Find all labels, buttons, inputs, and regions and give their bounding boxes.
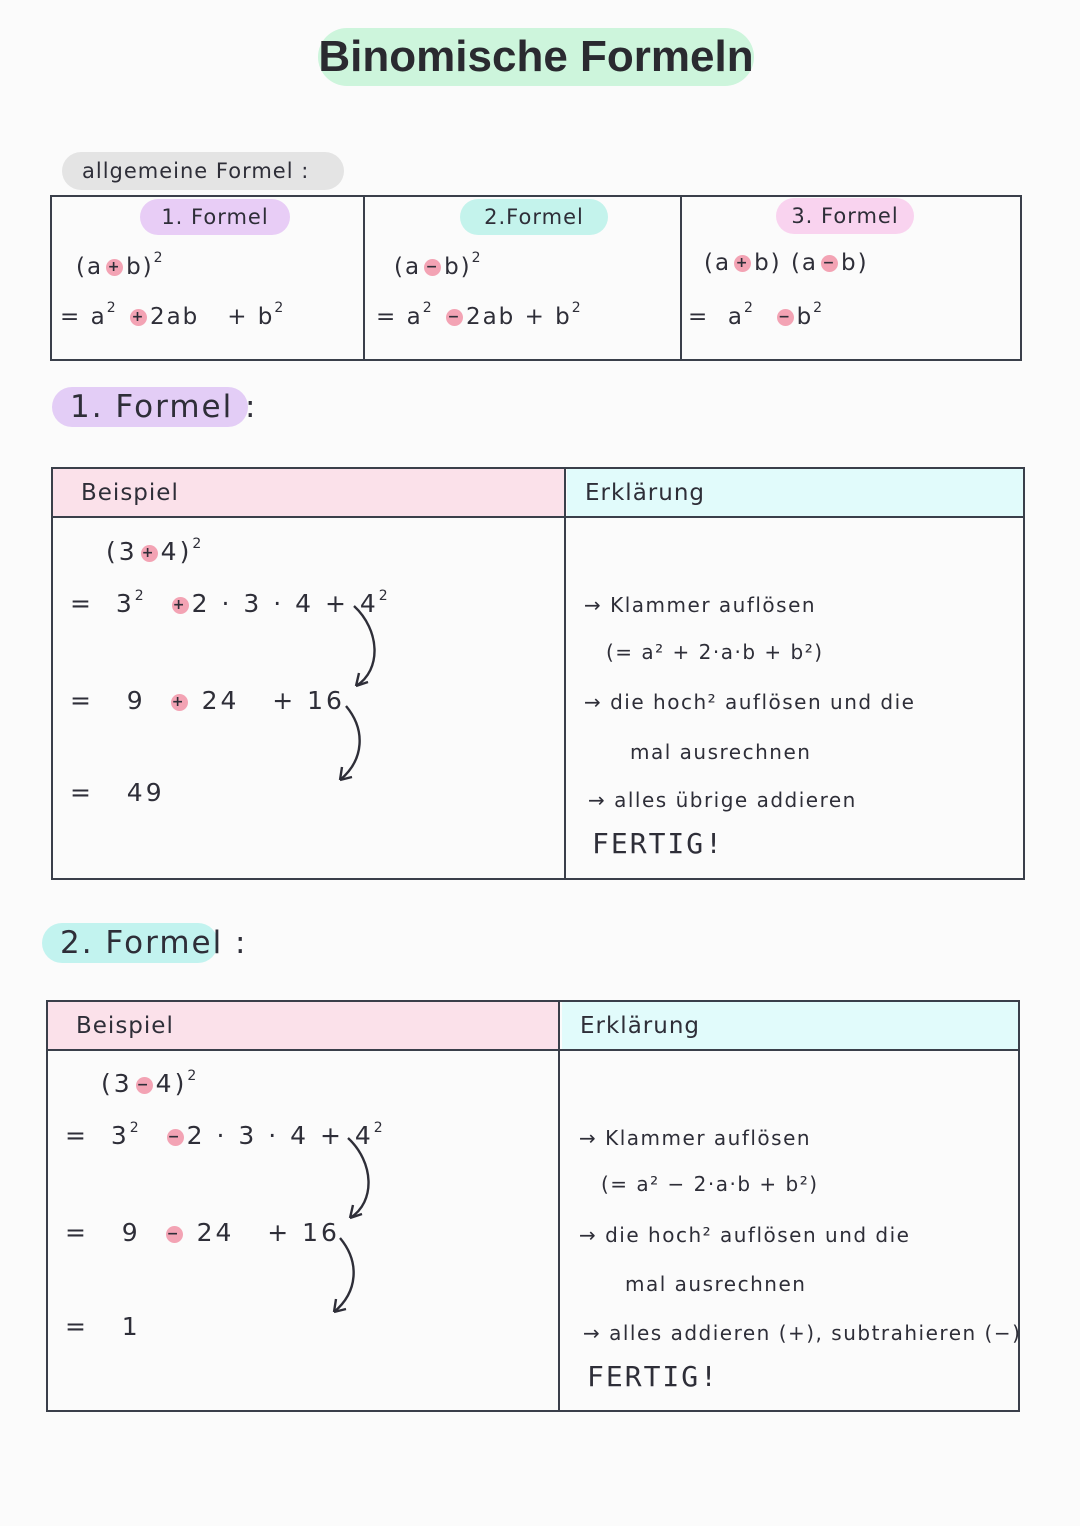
plus-operator: + — [171, 693, 187, 710]
formula-3-expansion: = $a^2 - b^2$ — [688, 300, 825, 330]
formula-1-tag: 1. Formel — [140, 199, 290, 235]
general-table-divider-2 — [680, 195, 682, 361]
section-2-column-divider — [558, 1000, 560, 1412]
section-2-explain-3: → die hoch² auflösen und die — [579, 1223, 911, 1247]
formula-3-tag: 3. Formel — [776, 198, 914, 234]
section-1-explain-3: → die hoch² auflösen und die — [584, 690, 916, 714]
minus-operator: − — [167, 1128, 183, 1145]
page-title: Binomische Formeln — [318, 28, 754, 86]
section-1-explain-2: (= a² + 2·a·b + b²) — [606, 640, 824, 664]
section-1-example-line-2: = $3^2 + 2 \cdot 3 \cdot 4 + 4^2$ — [70, 588, 391, 618]
section-1-explain-header: Erklärung — [567, 469, 1023, 516]
section-2-example-header: Beispiel — [48, 1002, 560, 1049]
section-1-column-divider — [564, 467, 566, 880]
minus-operator: − — [136, 1076, 152, 1093]
formula-2-expansion: = $a^2 - 2ab + b^2$ — [376, 300, 583, 330]
section-2-explain-1: → Klammer auflösen — [579, 1126, 812, 1150]
general-table-divider-1 — [363, 195, 365, 361]
plus-operator: + — [141, 544, 157, 561]
section-1-explain-1: → Klammer auflösen — [584, 593, 817, 617]
section-1-example-line-3: = 9 + 24 + 16 — [70, 686, 345, 715]
section-2-example-line-1: $(3 - 4)^2$ — [101, 1068, 200, 1098]
section-2-explain-header: Erklärung — [562, 1002, 1018, 1049]
minus-operator: − — [778, 309, 792, 325]
section-1-header-line — [51, 516, 1025, 518]
minus-operator: − — [166, 1225, 182, 1242]
section-1-done-label: FERTIG! — [592, 827, 725, 860]
plus-operator: + — [735, 255, 750, 271]
plus-operator: + — [107, 259, 122, 275]
general-formula-label: allgemeine Formel : — [62, 152, 344, 190]
section-2-done-label: FERTIG! — [587, 1360, 720, 1393]
section-2-example-line-2: = $3^2 - 2 \cdot 3 \cdot 4 + 4^2$ — [65, 1120, 386, 1150]
formula-1-expansion: = $a^2 + 2ab$ + $b^2$ — [60, 300, 286, 330]
minus-operator: − — [425, 259, 440, 275]
minus-operator: − — [447, 309, 462, 325]
curved-arrow-icon — [334, 1132, 384, 1332]
section-1-explain-5: → alles übrige addieren — [588, 788, 857, 812]
section-2-explain-2: (= a² − 2·a·b + b²) — [601, 1172, 819, 1196]
plus-operator: + — [131, 309, 146, 325]
section-2-heading: 2. Formel : — [42, 923, 218, 963]
section-1-example-line-1: $(3 + 4)^2$ — [106, 536, 205, 566]
minus-operator: − — [822, 255, 837, 271]
section-2-explain-5: → alles addieren (+), subtrahieren (−) — [583, 1321, 1022, 1345]
formula-3-expression: (a + b) (a − b) — [704, 250, 869, 276]
section-2-header-line — [46, 1049, 1020, 1051]
formula-1-expression: $(a + b)^2$ — [76, 250, 165, 280]
plus-operator: + — [172, 596, 188, 613]
section-1-heading: 1. Formel : — [52, 387, 248, 427]
section-1-example-header: Beispiel — [53, 469, 565, 516]
section-2-explain-4: mal ausrechnen — [625, 1272, 807, 1296]
section-1-example-line-4: = 49 — [70, 778, 165, 807]
section-2-example-line-3: = 9 − 24 + 16 — [65, 1218, 340, 1247]
section-1-explain-4: mal ausrechnen — [630, 740, 812, 764]
section-1-table — [51, 467, 1025, 880]
formula-2-tag: 2.Formel — [460, 199, 608, 235]
formula-2-expression: $(a - b)^2$ — [394, 250, 483, 280]
section-2-table — [46, 1000, 1020, 1412]
section-2-example-line-4: = 1 — [65, 1312, 141, 1341]
curved-arrow-icon — [340, 600, 390, 800]
